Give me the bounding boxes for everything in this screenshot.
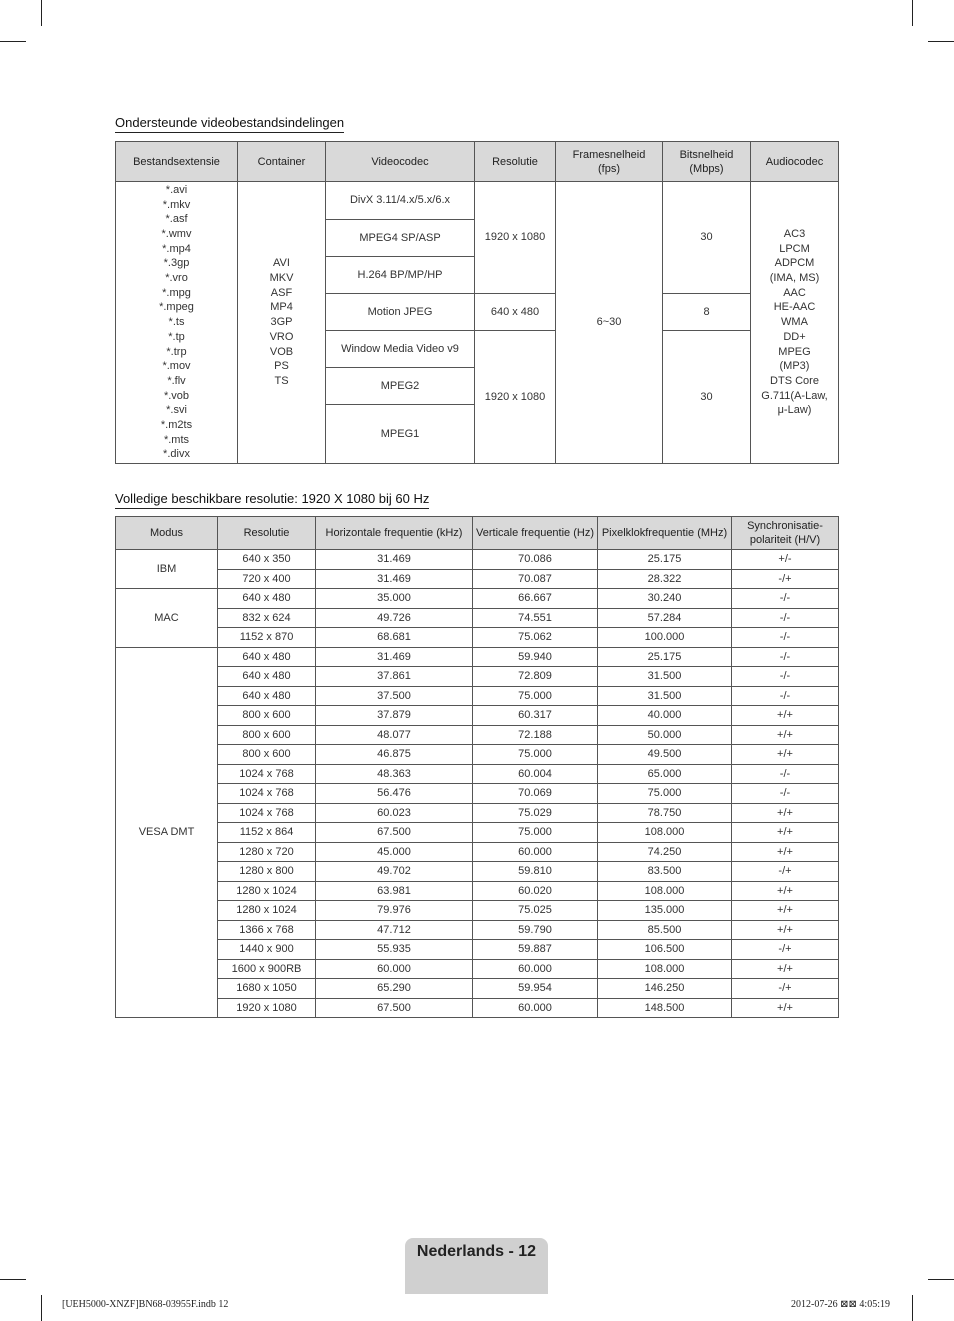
value-cell: 106.500 — [598, 940, 732, 960]
value-cell: 1440 x 900 — [218, 940, 316, 960]
value-cell: 79.976 — [316, 901, 473, 921]
codec-cell: MPEG4 SP/ASP — [326, 220, 475, 257]
codec-cell: H.264 BP/MP/HP — [326, 257, 475, 294]
header-framerate: Framesnelheid (fps) — [556, 142, 663, 182]
value-cell: 72.809 — [473, 667, 598, 687]
value-cell: 1600 x 900RB — [218, 959, 316, 979]
value-cell: 60.000 — [473, 842, 598, 862]
value-cell: 1920 x 1080 — [218, 998, 316, 1018]
codec-cell: Window Media Video v9 — [326, 331, 475, 368]
value-cell: 25.175 — [598, 550, 732, 570]
value-cell: 28.322 — [598, 569, 732, 589]
value-cell: 74.551 — [473, 608, 598, 628]
value-cell: 640 x 480 — [218, 667, 316, 687]
codec-cell: MPEG2 — [326, 368, 475, 405]
value-cell: -/- — [732, 667, 839, 687]
audiocodec-cell: AC3 LPCM ADPCM (IMA, MS) AAC HE-AAC WMA DD+ MPEG (MP3) DTS Core G.711(A-Law, μ-Law) — [751, 182, 839, 464]
value-cell: 1024 x 768 — [218, 764, 316, 784]
value-cell: 60.020 — [473, 881, 598, 901]
table-row — [116, 823, 839, 843]
crop-mark — [928, 1279, 954, 1280]
value-cell: 640 x 480 — [218, 686, 316, 706]
mode-cell: MAC — [116, 589, 218, 648]
value-cell: 31.469 — [316, 550, 473, 570]
table-row — [116, 998, 839, 1018]
header-pixelclock: Pixelklokfrequentie (MHz) — [598, 517, 732, 550]
value-cell: 800 x 600 — [218, 725, 316, 745]
value-cell: -/- — [732, 608, 839, 628]
table-row — [116, 569, 839, 589]
crop-mark — [912, 1295, 913, 1321]
value-cell: -/+ — [732, 979, 839, 999]
value-cell: 59.790 — [473, 920, 598, 940]
value-cell: 1152 x 864 — [218, 823, 316, 843]
value-cell: 65.290 — [316, 979, 473, 999]
header-bitrate: Bitsnelheid (Mbps) — [663, 142, 751, 182]
value-cell: +/+ — [732, 842, 839, 862]
crop-mark — [928, 41, 954, 42]
value-cell: 720 x 400 — [218, 569, 316, 589]
value-cell: 100.000 — [598, 628, 732, 648]
table-row — [116, 862, 839, 882]
header-resolution: Resolutie — [475, 142, 556, 182]
table-row — [116, 589, 839, 609]
value-cell: 59.954 — [473, 979, 598, 999]
value-cell: 25.175 — [598, 647, 732, 667]
value-cell: +/+ — [732, 881, 839, 901]
value-cell: 1024 x 768 — [218, 803, 316, 823]
value-cell: 31.500 — [598, 667, 732, 687]
value-cell: 75.025 — [473, 901, 598, 921]
value-cell: 59.940 — [473, 647, 598, 667]
value-cell: 31.469 — [316, 569, 473, 589]
value-cell: 57.284 — [598, 608, 732, 628]
value-cell: 60.000 — [316, 959, 473, 979]
value-cell: 40.000 — [598, 706, 732, 726]
value-cell: 1280 x 800 — [218, 862, 316, 882]
value-cell: 70.087 — [473, 569, 598, 589]
value-cell: +/+ — [732, 959, 839, 979]
table-row — [116, 745, 839, 765]
value-cell: +/- — [732, 550, 839, 570]
value-cell: -/+ — [732, 862, 839, 882]
value-cell: 108.000 — [598, 959, 732, 979]
value-cell: -/- — [732, 589, 839, 609]
resolution-cell: 1920 x 1080 — [475, 182, 556, 294]
value-cell: 70.069 — [473, 784, 598, 804]
footer-timestamp: 2012-07-26 ⊠⊠ 4:05:19 — [791, 1299, 890, 1310]
value-cell: 67.500 — [316, 823, 473, 843]
value-cell: 108.000 — [598, 823, 732, 843]
value-cell: 37.861 — [316, 667, 473, 687]
value-cell: 1024 x 768 — [218, 784, 316, 804]
value-cell: 56.476 — [316, 784, 473, 804]
value-cell: +/+ — [732, 920, 839, 940]
value-cell: 47.712 — [316, 920, 473, 940]
value-cell: 832 x 624 — [218, 608, 316, 628]
table-row — [116, 725, 839, 745]
bitrate-cell: 30 — [663, 182, 751, 294]
containers-cell: AVI MKV ASF MP4 3GP VRO VOB PS TS — [238, 182, 326, 464]
value-cell: 640 x 480 — [218, 647, 316, 667]
table-row — [116, 608, 839, 628]
table-row — [116, 764, 839, 784]
value-cell: 45.000 — [316, 842, 473, 862]
value-cell: 1680 x 1050 — [218, 979, 316, 999]
value-cell: +/+ — [732, 803, 839, 823]
header-hfreq: Horizontale frequentie (kHz) — [316, 517, 473, 550]
table-row — [116, 686, 839, 706]
value-cell: 75.000 — [473, 823, 598, 843]
section-title-resolution: Volledige beschikbare resolutie: 1920 X 1080 bij 60 Hz — [115, 491, 429, 509]
table-row — [116, 667, 839, 687]
value-cell: 63.981 — [316, 881, 473, 901]
value-cell: 1366 x 768 — [218, 920, 316, 940]
value-cell: 75.000 — [598, 784, 732, 804]
table-row — [116, 901, 839, 921]
value-cell: 59.810 — [473, 862, 598, 882]
value-cell: 49.702 — [316, 862, 473, 882]
header-sync-polarity: Synchronisatie- polariteit (H/V) — [732, 517, 839, 550]
crop-mark — [912, 0, 913, 26]
codec-cell: Motion JPEG — [326, 294, 475, 331]
header-container: Container — [238, 142, 326, 182]
bitrate-cell: 8 — [663, 294, 751, 331]
value-cell: 48.363 — [316, 764, 473, 784]
table-row — [116, 959, 839, 979]
value-cell: 65.000 — [598, 764, 732, 784]
value-cell: 68.681 — [316, 628, 473, 648]
value-cell: 37.879 — [316, 706, 473, 726]
value-cell: 800 x 600 — [218, 706, 316, 726]
resolution-cell: 1920 x 1080 — [475, 331, 556, 464]
codec-cell: MPEG1 — [326, 405, 475, 464]
value-cell: 1280 x 1024 — [218, 901, 316, 921]
value-cell: -/- — [732, 764, 839, 784]
value-cell: 85.500 — [598, 920, 732, 940]
table-row — [116, 550, 839, 570]
framerate-cell: 6~30 — [556, 182, 663, 464]
value-cell: 108.000 — [598, 881, 732, 901]
value-cell: 70.086 — [473, 550, 598, 570]
value-cell: +/+ — [732, 725, 839, 745]
header-videocodec: Videocodec — [326, 142, 475, 182]
value-cell: +/+ — [732, 823, 839, 843]
footer-file-info: [UEH5000-XNZF]BN68-03955F.indb 12 — [62, 1299, 229, 1310]
table-row — [116, 842, 839, 862]
value-cell: 135.000 — [598, 901, 732, 921]
value-cell: 1152 x 870 — [218, 628, 316, 648]
table-row — [116, 940, 839, 960]
header-resolution: Resolutie — [218, 517, 316, 550]
crop-mark — [41, 1295, 42, 1321]
table-row — [116, 881, 839, 901]
value-cell: +/+ — [732, 901, 839, 921]
value-cell: 66.667 — [473, 589, 598, 609]
value-cell: 49.726 — [316, 608, 473, 628]
value-cell: 1280 x 720 — [218, 842, 316, 862]
value-cell: 49.500 — [598, 745, 732, 765]
value-cell: 31.500 — [598, 686, 732, 706]
table-row — [116, 706, 839, 726]
table-row — [116, 628, 839, 648]
header-vfreq: Verticale frequentie (Hz) — [473, 517, 598, 550]
value-cell: 60.023 — [316, 803, 473, 823]
page-number-label: Nederlands - 12 — [416, 1243, 537, 1260]
mode-cell: VESA DMT — [116, 647, 218, 1018]
codec-cell: DivX 3.11/4.x/5.x/6.x — [326, 182, 475, 220]
value-cell: 72.188 — [473, 725, 598, 745]
value-cell: +/+ — [732, 706, 839, 726]
value-cell: 67.500 — [316, 998, 473, 1018]
mode-cell: IBM — [116, 550, 218, 589]
value-cell: 55.935 — [316, 940, 473, 960]
value-cell: 83.500 — [598, 862, 732, 882]
crop-mark — [0, 1279, 26, 1280]
value-cell: 800 x 600 — [218, 745, 316, 765]
value-cell: 35.000 — [316, 589, 473, 609]
value-cell: +/+ — [732, 998, 839, 1018]
video-format-table — [115, 141, 839, 464]
value-cell: 78.750 — [598, 803, 732, 823]
value-cell: 46.875 — [316, 745, 473, 765]
resolution-cell: 640 x 480 — [475, 294, 556, 331]
value-cell: 75.000 — [473, 745, 598, 765]
header-mode: Modus — [116, 517, 218, 550]
table-row — [116, 784, 839, 804]
table-row — [116, 979, 839, 999]
value-cell: -/+ — [732, 940, 839, 960]
value-cell: +/+ — [732, 745, 839, 765]
crop-mark — [41, 0, 42, 26]
value-cell: 75.029 — [473, 803, 598, 823]
extensions-cell: *.avi *.mkv *.asf *.wmv *.mp4 *.3gp *.vro *.mpg *.mpeg *.ts *.tp *.trp *.mov *.flv *.vob *.svi *.m2ts *.mts *.divx — [116, 182, 238, 464]
value-cell: 60.004 — [473, 764, 598, 784]
value-cell: 30.240 — [598, 589, 732, 609]
value-cell: -/- — [732, 686, 839, 706]
table-row — [116, 920, 839, 940]
value-cell: 640 x 350 — [218, 550, 316, 570]
crop-mark — [0, 41, 26, 42]
value-cell: -/- — [732, 647, 839, 667]
value-cell: 59.887 — [473, 940, 598, 960]
table-row — [116, 803, 839, 823]
header-extension: Bestandsextensie — [116, 142, 238, 182]
value-cell: 31.469 — [316, 647, 473, 667]
section-title-video-formats: Ondersteunde videobestandsindelingen — [115, 115, 344, 133]
value-cell: 640 x 480 — [218, 589, 316, 609]
value-cell: 60.000 — [473, 959, 598, 979]
value-cell: 37.500 — [316, 686, 473, 706]
value-cell: 148.500 — [598, 998, 732, 1018]
value-cell: 60.000 — [473, 998, 598, 1018]
value-cell: 48.077 — [316, 725, 473, 745]
value-cell: 146.250 — [598, 979, 732, 999]
value-cell: 75.000 — [473, 686, 598, 706]
header-audiocodec: Audiocodec — [751, 142, 839, 182]
value-cell: -/- — [732, 784, 839, 804]
table-row — [116, 647, 839, 667]
value-cell: -/- — [732, 628, 839, 648]
resolution-table — [115, 516, 839, 1018]
value-cell: 50.000 — [598, 725, 732, 745]
value-cell: 74.250 — [598, 842, 732, 862]
value-cell: -/+ — [732, 569, 839, 589]
value-cell: 75.062 — [473, 628, 598, 648]
value-cell: 1280 x 1024 — [218, 881, 316, 901]
bitrate-cell: 30 — [663, 331, 751, 464]
value-cell: 60.317 — [473, 706, 598, 726]
